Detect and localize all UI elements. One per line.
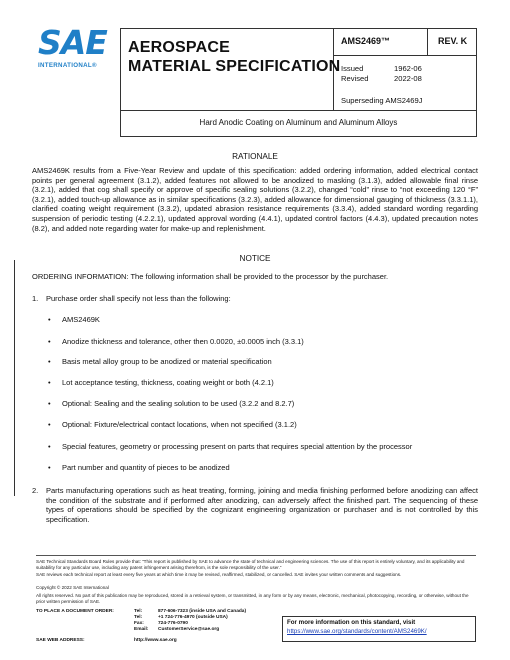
item-text: Parts manufacturing operations such as heat treating, forming, joining and media finishing performed before anodizing can affect the condition of the substrate and if performed after anodizing, can adversely affect the finished part. The sequencing of these types of operations should be specified by the cognizant engineering organization or purchaser and is not controlled by this specification.: [46, 486, 478, 524]
footer-divider: [36, 555, 476, 556]
revision-label: REV. K: [438, 36, 468, 46]
rationale-text: AMS2469K results from a Five-Year Review and update of this specification: added ordering information, added electrical contact points per general agreement (3.1.2), added features not allowed to be anodized to masking (3.1.3), added allowable final rinse (3.2.1), added that cog shall specify or approve of specific sealing solutions (3.2.2), changed “cold” rinse to “not exceeding 120 °F” (3.2.1), added touch-up allowance as in similar specifications (3.2.3), added allowance for dimensional gauging of thickness (3.3.1.1), clarified coating weight requirement (3.3.2), updated abrasion resistance requirements (3.3.4), added standard wording regarding suspension of periodic testing (4.2.2.1), updated approval wording (4.4.1), updated control factors (4.4.3), updated precaution notes (8.2), and added note regarding water for make-up and replenishment.: [32, 166, 478, 233]
title-line-2: MATERIAL SPECIFICATION: [128, 58, 341, 75]
bullet-marker: •: [48, 442, 51, 451]
item-number: 2.: [32, 486, 39, 495]
doc-number: AMS2469™: [341, 36, 391, 46]
review-text: SAE reviews each technical report at least every five years at which time it may be revised, reaffirmed, stabilized, or cancelled. SAE invites your written comments and suggestions.: [36, 572, 402, 577]
sae-logo: SAE: [38, 23, 107, 62]
revised-label: Revised: [341, 74, 369, 83]
header-divider: [120, 110, 477, 111]
web-link[interactable]: http://www.sae.org: [134, 638, 177, 643]
superseding-note: Superseding AMS2469J: [341, 96, 423, 105]
document-subtitle: Hard Anodic Coating on Aluminum and Aluminum Alloys: [199, 118, 398, 127]
standard-link[interactable]: https://www.sae.org/standards/content/AMS2469K/: [287, 628, 427, 635]
title-line-1: AEROSPACE: [128, 39, 230, 56]
bullet-marker: •: [48, 420, 51, 429]
bullet-marker: •: [48, 463, 51, 472]
web-label: SAE WEB ADDRESS:: [36, 638, 85, 643]
header-divider: [427, 28, 428, 55]
email-value[interactable]: CustomerService@sae.org: [158, 627, 220, 632]
email-label: Email:: [134, 627, 149, 632]
list-item: Optional: Sealing and the sealing solution to be used (3.2.2 and 8.2.7): [62, 399, 295, 408]
list-item: Part number and quantity of pieces to be anodized: [62, 463, 230, 472]
list-item: Optional: Fixture/electrical contact locations, when not specified (3.1.2): [62, 420, 297, 429]
bullet-marker: •: [48, 378, 51, 387]
revised-value: 2022-08: [394, 74, 422, 83]
tel-value: 877-606-7323 (inside USA and Canada): [158, 609, 247, 614]
list-item: Anodize thickness and tolerance, other then 0.0020, ±0.0005 inch (3.3.1): [62, 337, 304, 346]
issued-value: 1962-06: [394, 64, 422, 73]
list-item: Lot acceptance testing, thickness, coating weight or both (4.2.1): [62, 378, 274, 387]
info-box-title: For more information on this standard, visit: [287, 619, 416, 626]
fax-label: Fax:: [134, 621, 144, 626]
copyright-text: Copyright © 2022 SAE International: [36, 585, 109, 590]
sae-logo-subtitle: INTERNATIONAL®: [38, 62, 97, 69]
rationale-heading: RATIONALE: [232, 152, 278, 161]
tel2-label: Tel:: [134, 615, 143, 620]
rights-text: All rights reserved. No part of this publication may be reproduced, stored in a retrieval system, or transmitted, in any form or by any means, electronic, mechanical, photocopying, recording, or otherwise, without the prior written permission of SAE.: [36, 593, 469, 604]
rules-text: SAE Technical Standards Board Rules provide that: “This report is published by SAE to advance the state of technical and engineering sciences. The use of this report is entirely voluntary, and its applicability and suitability for any particular use, including any patent infringement arising therefrom, is the sole responsibility of the user.”: [36, 559, 465, 570]
issued-label: Issued: [341, 64, 364, 73]
item-text: Purchase order shall specify not less than the following:: [46, 294, 231, 303]
header-divider: [333, 55, 477, 56]
bullet-marker: •: [48, 399, 51, 408]
list-item: AMS2469K: [62, 315, 100, 324]
bullet-marker: •: [48, 357, 51, 366]
bullet-marker: •: [48, 337, 51, 346]
notice-heading: NOTICE: [239, 254, 271, 263]
bullet-marker: •: [48, 315, 51, 324]
list-item: Special features, geometry or processing present on parts that requires special attention by the processor: [62, 442, 413, 451]
item-number: 1.: [32, 294, 39, 303]
tel2-value: +1 724-776-4970 (outside USA): [158, 615, 228, 620]
ordering-info: ORDERING INFORMATION: The following information shall be provided to the processor by the purchaser.: [32, 272, 389, 281]
change-bar: [14, 260, 15, 496]
page-title: [128, 38, 340, 76]
order-label: TO PLACE A DOCUMENT ORDER:: [36, 609, 114, 614]
fax-value: 724-776-0790: [158, 621, 188, 626]
list-item: Basis metal alloy group to be anodized or material specification: [62, 357, 272, 366]
tel-label: Tel:: [134, 609, 143, 614]
